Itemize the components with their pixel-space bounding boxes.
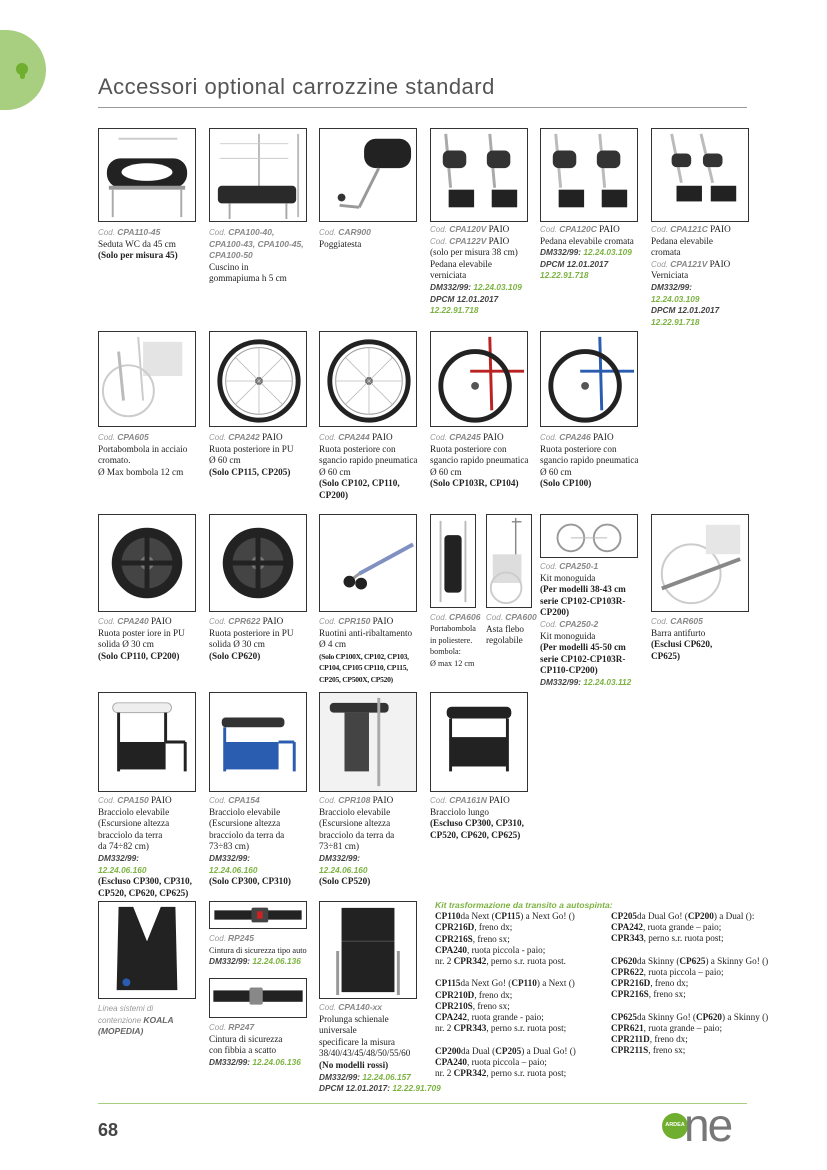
kit-title: Kit trasformazione da transito a autospinta: (435, 900, 613, 910)
kit-line: CP620da Skinny (CP625) a Skinny Go! () (611, 955, 769, 966)
kit-line: nr. 2 CPR342, perno s.r. ruota post; (435, 1068, 567, 1079)
logo-ardea-text: ARDEA (665, 1122, 685, 1128)
image-cpa606 (430, 514, 476, 608)
caption-cpa140: Cod. CPA140-xx Prolunga schienale universale specificare la misura 38/40/43/45/48/50/55/60 (No modelli rossi) DM332/99: 12.24.06.157 DPCM 12.01.2017: 12.22.91.709 (319, 1002, 441, 1094)
caption-cpa100: Cod. CPA100-40, CPA100-43, CPA100-45, CPA100-50 Cuscino in gommapiuma h 5 cm (209, 227, 304, 284)
caption-car605: Cod. CAR605 Barra antifurto (Esclusi CP620, CP625) (651, 616, 713, 661)
kit-line: CPR216S, freno sx; (435, 933, 510, 944)
image-cpa150 (98, 692, 196, 792)
kit-line: CPR210D, freno dx; (435, 989, 513, 1000)
caption-cpa606: Cod. CPA606 Portabombola in poliestere. bombola: Ø max 12 cm (430, 612, 481, 668)
caption-cpa150: Cod. CPA150 PAIO Bracciolo elevabile (Escursione altezza bracciolo da terra da 74÷82 cm) DM332/99: 12.24.06.160 (Escluso CP300, CP310, CP520, CP620, CP625) (98, 795, 192, 898)
kit-line: CPA240, ruota piccola - paio; (435, 944, 546, 955)
kit-line: CPA242, ruota grande – paio; (611, 922, 722, 933)
image-cpr622 (209, 514, 307, 612)
image-cpa120c (540, 128, 638, 222)
kit-line: CPR343, perno s.r. ruota post; (611, 933, 724, 944)
kit-line: CPR621, ruota grande – paio; (611, 1023, 722, 1034)
kit-line: CPR211S, freno sx; (611, 1045, 686, 1056)
caption-rp245: Cod. RP245 Cintura di sicurezza tipo auto DM332/99: 12.24.06.136 (209, 933, 307, 967)
caption-cpa110-45: Cod. CPA110-45 Seduta WC da 45 cm (Solo per misura 45) (98, 227, 178, 261)
kit-line: CP205da Dual Go! (CP200) a Dual (): (611, 911, 755, 921)
caption-cpa600: Cod. CPA600 Asta flebo regolabile (486, 612, 537, 646)
caption-cpa242: Cod. CPA242 PAIO Ruota posteriore in PU Ø 60 cm (Solo CP115, CP205) (209, 432, 294, 477)
image-car605 (651, 514, 749, 612)
image-koala (98, 901, 196, 999)
image-cpa600 (486, 514, 532, 608)
kit-line: CPA240, ruota piccola – paio; (435, 1056, 547, 1067)
image-cpa242 (209, 331, 307, 427)
image-cpa240 (98, 514, 196, 612)
image-cpa154 (209, 692, 307, 792)
kit-line: CPA242, ruota grande - paio; (435, 1012, 544, 1023)
caption-cpa605: Cod. CPA605 Portabombola in acciaio cromato. Ø Max bombola 12 cm (98, 432, 188, 477)
caption-cpa250: Cod. CPA250-1 Kit monoguida (Per modelli 38-43 cm serie CP102-CP103R- CP200) Cod. CPA250-2 Kit monoguida (Per modelli 45-50 cm serie CP102-CP103R- CP110-CP200) DM332/99: 12.24.03.112 (540, 561, 632, 687)
caption-koala: Linea sistemi di contenzione KOALA (MOPEDIA) (98, 1004, 174, 1037)
image-cpr150 (319, 514, 417, 612)
caption-cpa120c: Cod. CPA120C PAIO Pedana elevabile cromata DM332/99: 12.24.03.109 DPCM 12.01.2017 12.22.91.718 (540, 224, 634, 281)
caption-cpa154: Cod. CPA154 Bracciolo elevabile (Escursione altezza bracciolo da terra da 73÷83 cm) DM332/99: 12.24.06.160 (Solo CP300, CP310) (209, 795, 291, 887)
section-dot-tail (20, 73, 25, 79)
kit-line: CP625da Skinny Go! (CP620) a Skinny () (611, 1011, 769, 1022)
kit-line: CPR216D, freno dx; (435, 922, 513, 933)
image-car900 (319, 128, 417, 222)
brand-logo (662, 1099, 752, 1151)
image-cpa605 (98, 331, 196, 427)
image-rp245 (209, 901, 307, 929)
caption-cpr108: Cod. CPR108 PAIO Bracciolo elevabile (Escursione altezza bracciolo da terra da 73÷81 cm) DM332/99: 12.24.06.160 (Solo CP520) (319, 795, 395, 887)
page-title: Accessori optional carrozzine standard (98, 74, 495, 99)
kit-line: CP200da Dual (CP205) a Dual Go! () (435, 1045, 576, 1056)
logo-ne-text: ne (684, 1099, 732, 1151)
caption-cpa120v: Cod. CPA120V PAIO Cod. CPA122V PAIO (solo per misura 38 cm) Pedana elevabile verniciata DM332/99: 12.24.03.109 DPCM 12.01.2017 12.22.91.718 (430, 224, 522, 316)
kit-line (435, 967, 613, 978)
title-divider (98, 107, 747, 108)
caption-rp247: Cod. RP247 Cintura di sicurezza con fibbia a scatto DM332/99: 12.24.06.136 (209, 1022, 301, 1067)
caption-car900: Cod. CAR900 Poggiatesta (319, 227, 371, 249)
caption-cpa161n: Cod. CPA161N PAIO Bracciolo lungo (Escluso CP300, CP310, CP520, CP620, CP625) (430, 795, 524, 840)
kit-line: CPR216S, freno sx; (611, 989, 686, 1000)
page-number: 68 (98, 1120, 119, 1140)
caption-cpa240: Cod. CPA240 PAIO Ruota poster iore in PU solida Ø 30 cm (Solo CP110, CP200) (98, 616, 185, 661)
kit-line: CPR211D, freno dx; (611, 1034, 688, 1045)
image-cpa250 (540, 514, 638, 558)
image-cpa140 (319, 901, 417, 999)
kit-line (611, 1001, 768, 1012)
image-cpa161n (430, 692, 528, 792)
caption-cpa246: Cod. CPA246 PAIO Ruota posteriore con sgancio rapido pneumatica Ø 60 cm (Solo CP100) (540, 432, 639, 489)
caption-cpa121c: Cod. CPA121C PAIO Pedana elevabile cromata Cod. CPA121V PAIO Verniciata DM332/99: 12.24.03.109 DPCM 12.01.2017 12.22.91.718 (651, 224, 731, 327)
kit-transform-column-a (435, 900, 613, 1079)
kit-line (611, 945, 768, 956)
caption-cpr150: Cod. CPR150 PAIO Ruotini anti-ribaltamento Ø 4 cm (Solo CP100X, CP102, CP103, CP104, CP105 CP110, CP115, CP205, CP500X, CP520) (319, 616, 413, 684)
image-cpa110-45 (98, 128, 196, 222)
kit-line: CPR216D, freno dx; (611, 978, 689, 989)
image-cpa120v (430, 128, 528, 222)
kit-line (435, 1034, 613, 1045)
kit-line: nr. 2 CPR342, perno s.r. ruota post. (435, 956, 566, 967)
caption-cpr622: Cod. CPR622 PAIO Ruota posteriore in PU solida Ø 30 cm (Solo CP620) (209, 616, 294, 661)
image-cpa100 (209, 128, 307, 222)
kit-line: CPR622, ruota piccola – paio; (611, 967, 724, 978)
kit-line: CPR210S, freno sx; (435, 1000, 510, 1011)
kit-line: nr. 2 CPR343, perno s.r. ruota post; (435, 1023, 567, 1034)
kit-line: CP115da Next Go! (CP110) a Next () (435, 978, 575, 989)
image-cpa121c (651, 128, 749, 222)
image-cpa246 (540, 331, 638, 427)
image-cpr108 (319, 692, 417, 792)
kit-transform-column-b (611, 911, 768, 1057)
caption-cpa245: Cod. CPA245 PAIO Ruota posteriore con sgancio rapido pneumatica Ø 60 cm (Solo CP103R, CP104) (430, 432, 529, 489)
caption-cpa244: Cod. CPA244 PAIO Ruota posteriore con sgancio rapido pneumatica Ø 60 cm (Solo CP102, CP110, CP200) (319, 432, 418, 500)
image-rp247 (209, 978, 307, 1018)
image-cpa244 (319, 331, 417, 427)
footer-divider (98, 1103, 747, 1104)
image-cpa245 (430, 331, 528, 427)
kit-line: CP110da Next (CP115) a Next Go! () (435, 911, 575, 922)
